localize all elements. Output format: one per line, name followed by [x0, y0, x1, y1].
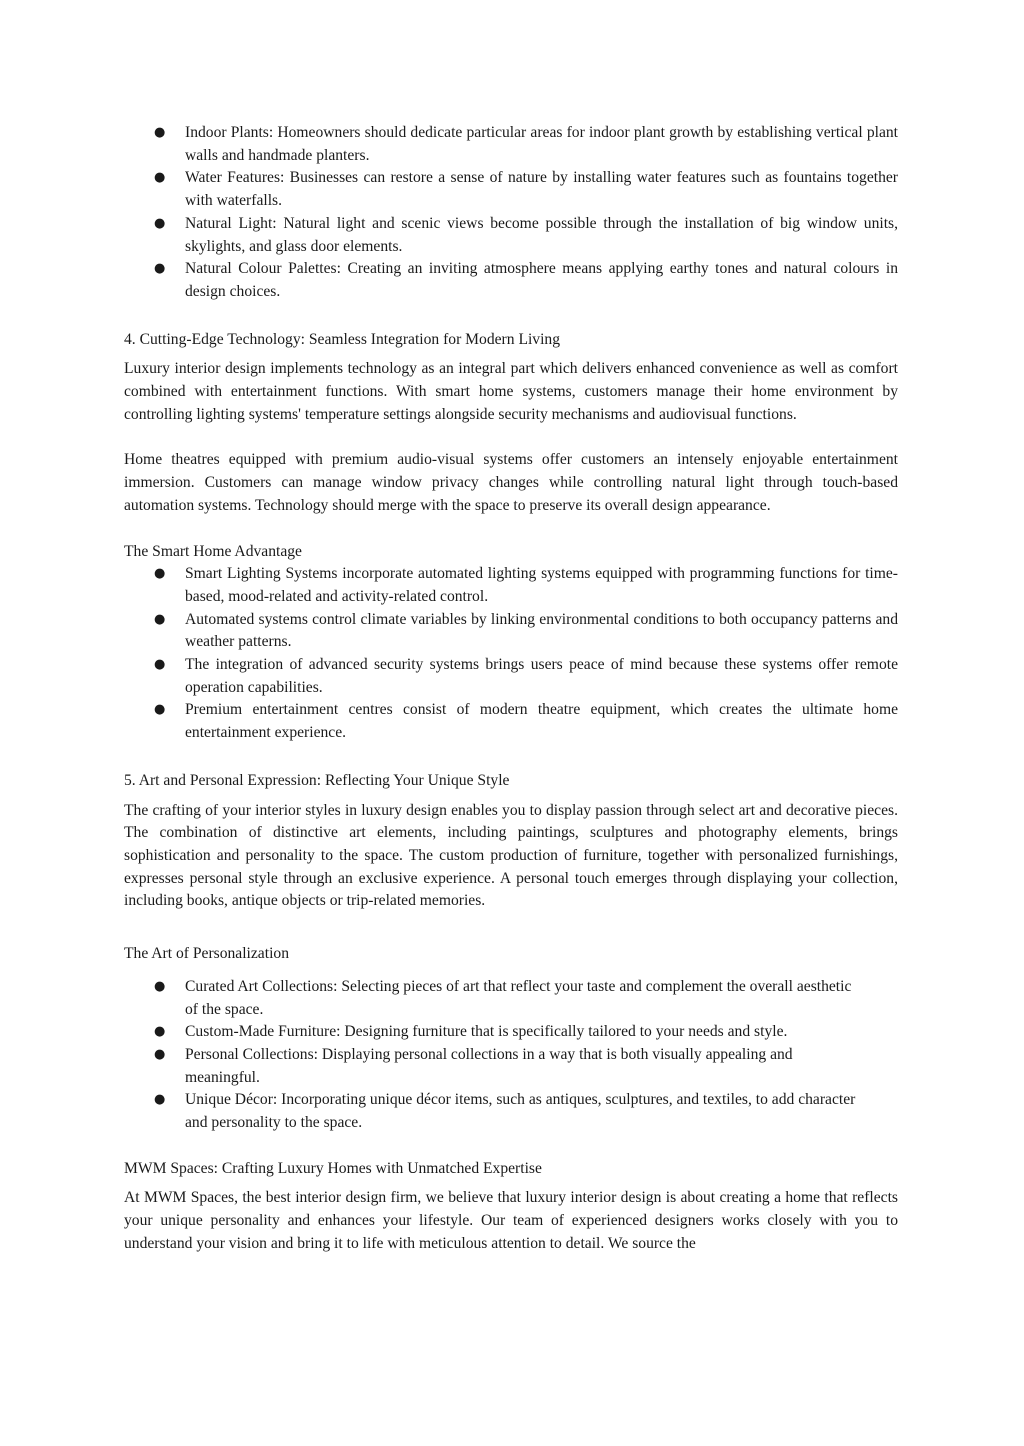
list-item	[124, 609, 898, 654]
list-item	[124, 976, 856, 1021]
list-item	[124, 213, 898, 258]
list-item-text: Personal Collections: Displaying personal collections in a way that is both visually appealing and meaningful.	[185, 1045, 793, 1086]
list-item-text: Premium entertainment centres consist of modern theatre equipment, which creates the ultimate home entertainment experience.	[185, 701, 898, 742]
bullet-icon: ●	[154, 1024, 166, 1040]
list-item-text: Water Features: Businesses can restore a sense of nature by installing water features such as fountains together with waterfalls.	[185, 169, 898, 210]
bullet-icon: ●	[154, 702, 166, 718]
list-item	[124, 654, 898, 699]
list-item	[124, 258, 898, 303]
section-5-paragraph-1: The crafting of your interior styles in luxury design enables you to display passion through select art and decorative pieces. The combination of distinctive art elements, including paintings, sculptures and photography elements, brings sophistication and personality to the space. The custom production of furniture, together with personalized furnishings, expresses personal style through an exclusive experience. A personal touch emerges through displaying your collection, including books, antique objects or trip-related memories.	[124, 801, 898, 910]
intro-bullet-list	[124, 122, 898, 304]
bullet-icon: ●	[154, 261, 166, 277]
list-item-text: Smart Lighting Systems incorporate automated lighting systems equipped with programming functions for time-based, mood-related and activity-related control.	[185, 565, 898, 605]
section-4-paragraph-2: Home theatres equipped with premium audio-visual systems offer customers an intensely enjoyable entertainment immersion. Customers can manage window privacy changes while controlling natural light through touch-based automation systems. Technology should merge with the space to preserve its overall design appearance.	[124, 451, 898, 514]
list-item-text: Custom-Made Furniture: Designing furniture that is specifically tailored to your needs and style.	[185, 1023, 788, 1041]
mwm-paragraph-1: At MWM Spaces, the best interior design firm, we believe that luxury interior design is about creating a home that reflects your unique personality and enhances your lifestyle. Our team of experienced designers works closely with you to understand your vision and bring it to life with meticulous attention to detail. We source the	[124, 1189, 898, 1252]
section-4-heading: 4. Cutting-Edge Technology: Seamless Integration for Modern Living	[124, 330, 561, 348]
list-item	[124, 167, 898, 212]
list-item	[124, 1044, 856, 1089]
personalization-bullet-list	[124, 976, 856, 1135]
bullet-icon: ●	[154, 125, 166, 140]
bullet-icon: ●	[154, 611, 166, 627]
list-item	[124, 1089, 856, 1134]
personalization-subheading: The Art of Personalization	[124, 945, 289, 963]
list-item	[124, 1021, 856, 1044]
bullet-icon: ●	[154, 170, 166, 186]
section-4-paragraph-1: Luxury interior design implements technology as an integral part which delivers enhanced convenience as well as comfort combined with entertainment functions. With smart home systems, customers manage their home environment by controlling lighting systems' temperature settings alongside security mechanisms and audiovisual functions.	[124, 360, 898, 423]
list-item-text: The integration of advanced security systems brings users peace of mind because these systems offer remote operation capabilities.	[185, 656, 898, 696]
mwm-heading: MWM Spaces: Crafting Luxury Homes with Unmatched Expertise	[124, 1159, 542, 1177]
list-item-text: Natural Colour Palettes: Creating an inviting atmosphere means applying earthy tones and natural colours in design choices.	[185, 260, 898, 300]
list-item	[124, 563, 898, 608]
list-item-text: Automated systems control climate variables by linking environmental conditions to both occupancy patterns and weather patterns.	[185, 610, 898, 651]
list-item-text: Indoor Plants: Homeowners should dedicate particular areas for indoor plant growth by establishing vertical plant walls and handmade planters.	[185, 124, 898, 164]
section-5-heading: 5. Art and Personal Expression: Reflecting Your Unique Style	[124, 771, 510, 789]
document-page	[124, 122, 898, 1256]
smart-home-bullet-list	[124, 563, 898, 745]
list-item-text: Unique Décor: Incorporating unique décor items, such as antiques, sculptures, and textiles, to add character and personality to the space.	[185, 1091, 856, 1132]
list-item-text: Natural Light: Natural light and scenic views become possible through the installation of big window units, skylights, and glass door elements.	[185, 214, 898, 255]
list-item	[124, 122, 898, 167]
smart-home-subheading: The Smart Home Advantage	[124, 542, 302, 560]
list-item-text: Curated Art Collections: Selecting pieces of art that reflect your taste and complement the overall aesthetic of the space.	[185, 977, 852, 1018]
list-item	[124, 699, 898, 744]
bullet-icon: ●	[154, 657, 166, 673]
bullet-icon: ●	[154, 978, 166, 994]
bullet-icon: ●	[154, 1092, 166, 1108]
bullet-icon: ●	[154, 215, 166, 231]
bullet-icon: ●	[154, 566, 166, 582]
bullet-icon: ●	[154, 1046, 166, 1062]
